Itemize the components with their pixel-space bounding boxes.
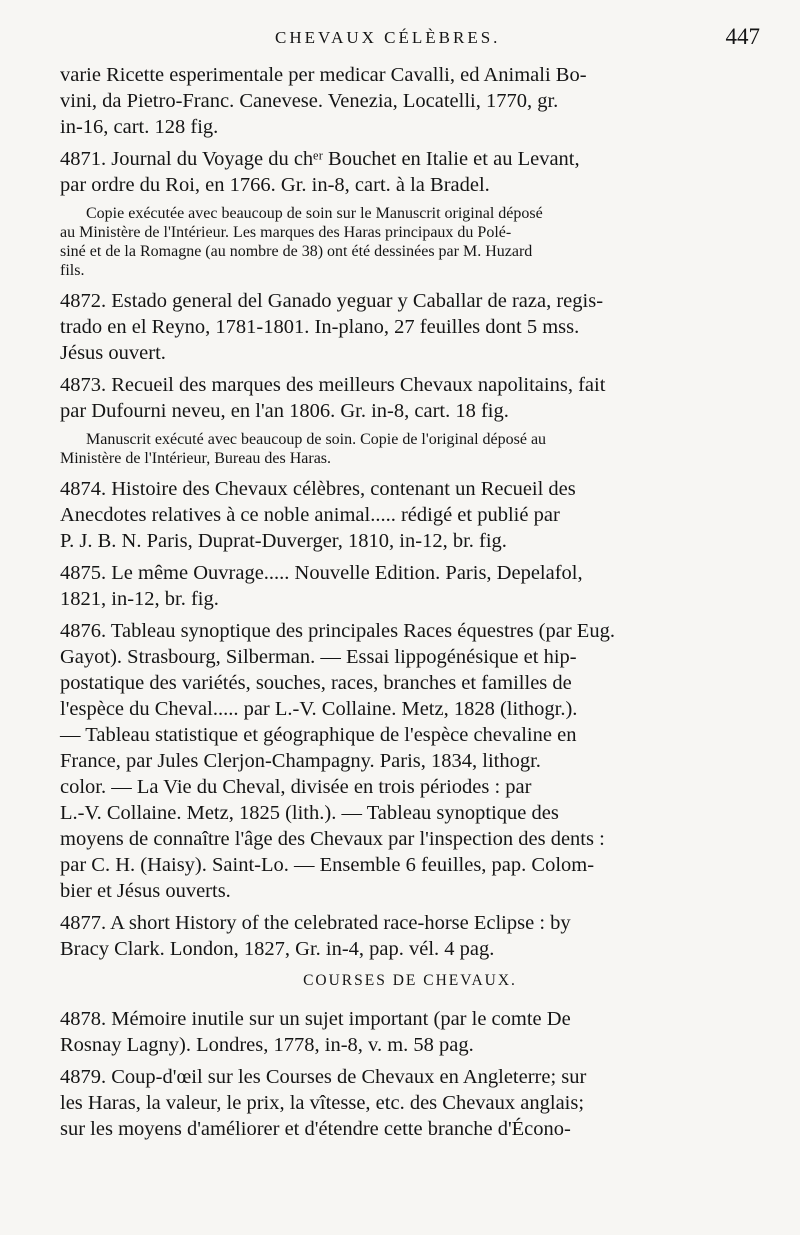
entry-line: par C. H. (Haisy). Saint-Lo. — Ensemble 6 feuilles, pap. Colom- [60, 854, 595, 876]
note-line: Ministère de l'Intérieur, Bureau des Haras. [60, 450, 332, 467]
entry-line: Jésus ouvert. [60, 342, 166, 364]
entry-number: 4876. [60, 620, 107, 642]
section-heading: COURSES DE CHEVAUX. [303, 972, 517, 989]
entry-line: Le même Ouvrage..... Nouvelle Edition. Paris, Depelafol, [111, 562, 583, 584]
entry-line: — Tableau statistique et géographique de l'espèce chevaline en [60, 724, 577, 746]
entry-line: Recueil des marques des meilleurs Chevaux napolitains, fait [111, 374, 606, 396]
entry-line: Tableau synoptique des principales Races équestres (par Eug. [110, 620, 615, 642]
entry-line: par ordre du Roi, en 1766. Gr. in-8, cart. à la Bradel. [60, 174, 490, 196]
entry-first-line [60, 618, 760, 644]
entry-line: L.-V. Collaine. Metz, 1825 (lith.). — Tableau synoptique des [60, 802, 559, 824]
entry-line: Anecdotes relatives à ce noble animal..... rédigé et publié par [60, 504, 560, 526]
entry-first-line [60, 1064, 760, 1090]
entry-line: postatique des variétés, souches, races, branches et familles de [60, 672, 572, 694]
catalog-entry-continuation [60, 62, 760, 140]
entry-number: 4871. [60, 148, 107, 170]
catalog-entry-4874 [60, 476, 760, 554]
entry-line: trado en el Reyno, 1781-1801. In-plano, 27 feuilles dont 5 mss. [60, 316, 580, 338]
note-line: Manuscrit exécuté avec beaucoup de soin. Copie de l'original déposé au [86, 431, 547, 448]
entry-number: 4872. [60, 290, 107, 312]
entry-line: France, par Jules Clerjon-Champagny. Paris, 1834, lithogr. [60, 750, 541, 772]
entry-first-line [60, 476, 760, 502]
entry-line: Coup-d'œil sur les Courses de Chevaux en Angleterre; sur [111, 1066, 587, 1088]
entry-line: Rosnay Lagny). Londres, 1778, in-8, v. m. 58 pag. [60, 1034, 474, 1056]
page-number: 447 [725, 24, 760, 49]
entry-first-line [60, 1006, 760, 1032]
catalog-entry-4875 [60, 560, 760, 612]
entry-first-line [60, 288, 760, 314]
entry-line: vini, da Pietro-Franc. Canevese. Venezia, Locatelli, 1770, gr. [60, 90, 559, 112]
entry-line: Gayot). Strasbourg, Silberman. — Essai lippogénésique et hip- [60, 646, 577, 668]
entry-note-4873 [60, 430, 760, 468]
entry-line: color. — La Vie du Cheval, divisée en trois périodes : par [60, 776, 532, 798]
catalog-entry-4873 [60, 372, 760, 424]
catalog-entry-4876 [60, 618, 760, 904]
entry-first-line [60, 560, 760, 586]
entry-number: 4873. [60, 374, 107, 396]
entry-line: Bracy Clark. London, 1827, Gr. in-4, pap. vél. 4 pag. [60, 938, 495, 960]
entry-number: 4874. [60, 478, 107, 500]
entry-line: 1821, in-12, br. fig. [60, 588, 219, 610]
entry-line: varie Ricette esperimentale per medicar Cavalli, ed Animali Bo- [60, 64, 587, 86]
catalog-entry-4872 [60, 288, 760, 366]
catalog-entry-4877 [60, 910, 760, 962]
running-title: CHEVAUX CÉLÈBRES. [275, 28, 501, 47]
entry-first-line [60, 372, 760, 398]
entry-line: Mémoire inutile sur un sujet important (par le comte De [111, 1008, 571, 1030]
entry-line: moyens de connaître l'âge des Chevaux par l'inspection des dents : [60, 828, 605, 850]
catalog-entry-4879 [60, 1064, 760, 1142]
entry-note-4871 [60, 204, 760, 280]
entry-line: sur les moyens d'améliorer et d'étendre cette branche d'Écono- [60, 1118, 571, 1140]
entry-first-line [60, 910, 760, 936]
entry-line: bier et Jésus ouverts. [60, 880, 231, 902]
running-head [60, 24, 760, 62]
entry-first-line [60, 146, 760, 172]
entry-line: Journal du Voyage du chᵉʳ Bouchet en Italie et au Levant, [111, 148, 580, 170]
entry-line: P. J. B. N. Paris, Duprat-Duverger, 1810, in-12, br. fig. [60, 530, 507, 552]
entry-line: l'espèce du Cheval..... par L.-V. Collaine. Metz, 1828 (lithogr.). [60, 698, 578, 720]
note-line: fils. [60, 262, 85, 279]
note-line: Copie exécutée avec beaucoup de soin sur le Manuscrit original déposé [86, 205, 543, 222]
note-line: siné et de la Romagne (au nombre de 38) ont été dessinées par M. Huzard [60, 243, 533, 260]
catalog-entry-4871 [60, 146, 760, 198]
entry-line: Estado general del Ganado yeguar y Caballar de raza, regis- [111, 290, 604, 312]
entry-line: les Haras, la valeur, le prix, la vîtesse, etc. des Chevaux anglais; [60, 1092, 585, 1114]
entry-line: par Dufourni neveu, en l'an 1806. Gr. in-8, cart. 18 fig. [60, 400, 509, 422]
entry-line: Histoire des Chevaux célèbres, contenant un Recueil des [111, 478, 576, 500]
entry-line: in-16, cart. 128 fig. [60, 116, 219, 138]
entry-number: 4877. [60, 912, 107, 934]
note-line: au Ministère de l'Intérieur. Les marques des Haras principaux du Polé- [60, 224, 512, 241]
entry-number: 4879. [60, 1066, 107, 1088]
entry-line: A short History of the celebrated race-horse Eclipse : by [110, 912, 571, 934]
entry-number: 4875. [60, 562, 107, 584]
catalog-entry-4878 [60, 1006, 760, 1058]
entry-number: 4878. [60, 1008, 107, 1030]
